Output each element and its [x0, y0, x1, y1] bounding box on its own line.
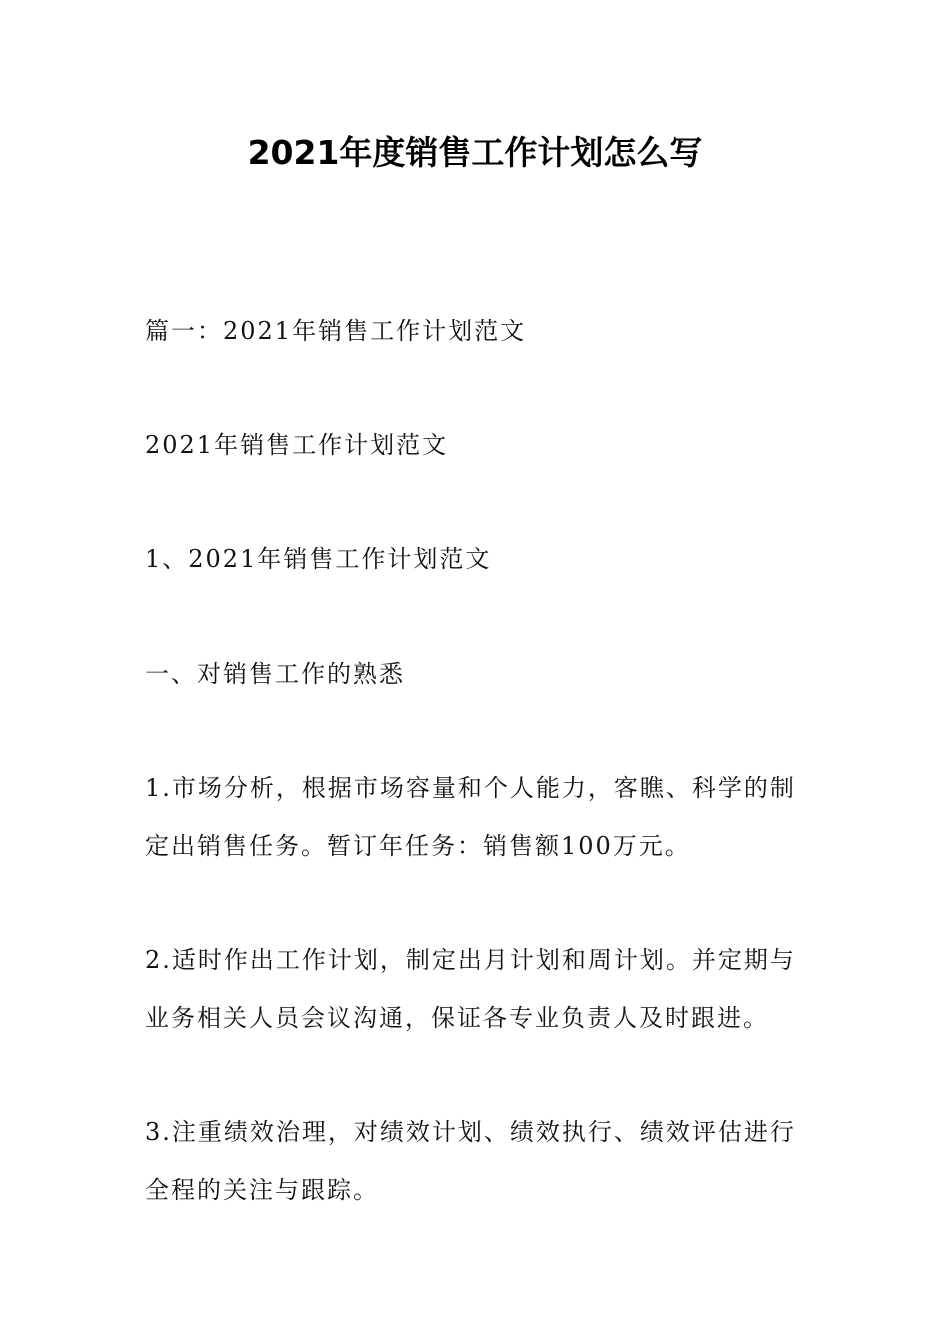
paragraph-section-1: 1、2021年销售工作计划范文 [145, 545, 492, 573]
paragraph-heading-1: 篇一：2021年销售工作计划范文 [145, 317, 527, 345]
paragraph-item-2: 2.适时作出工作计划，制定出月计划和周计划。并定期与业务相关人员会议沟通，保证各专业负责人及时跟进。 [145, 946, 796, 1032]
paragraph-item-1: 1.市场分析，根据市场容量和个人能力，客瞧、科学的制定出销售任务。暂订年任务：销售额100万元。 [145, 774, 796, 860]
document-title: 2021年度销售工作计划怎么写 [247, 133, 703, 172]
paragraph-item-3: 3.注重绩效治理，对绩效计划、绩效执行、绩效评估进行全程的关注与跟踪。 [145, 1118, 796, 1204]
paragraph-subtitle: 2021年销售工作计划范文 [145, 431, 449, 459]
paragraph-section-heading: 一、对销售工作的熟悉 [145, 660, 405, 688]
